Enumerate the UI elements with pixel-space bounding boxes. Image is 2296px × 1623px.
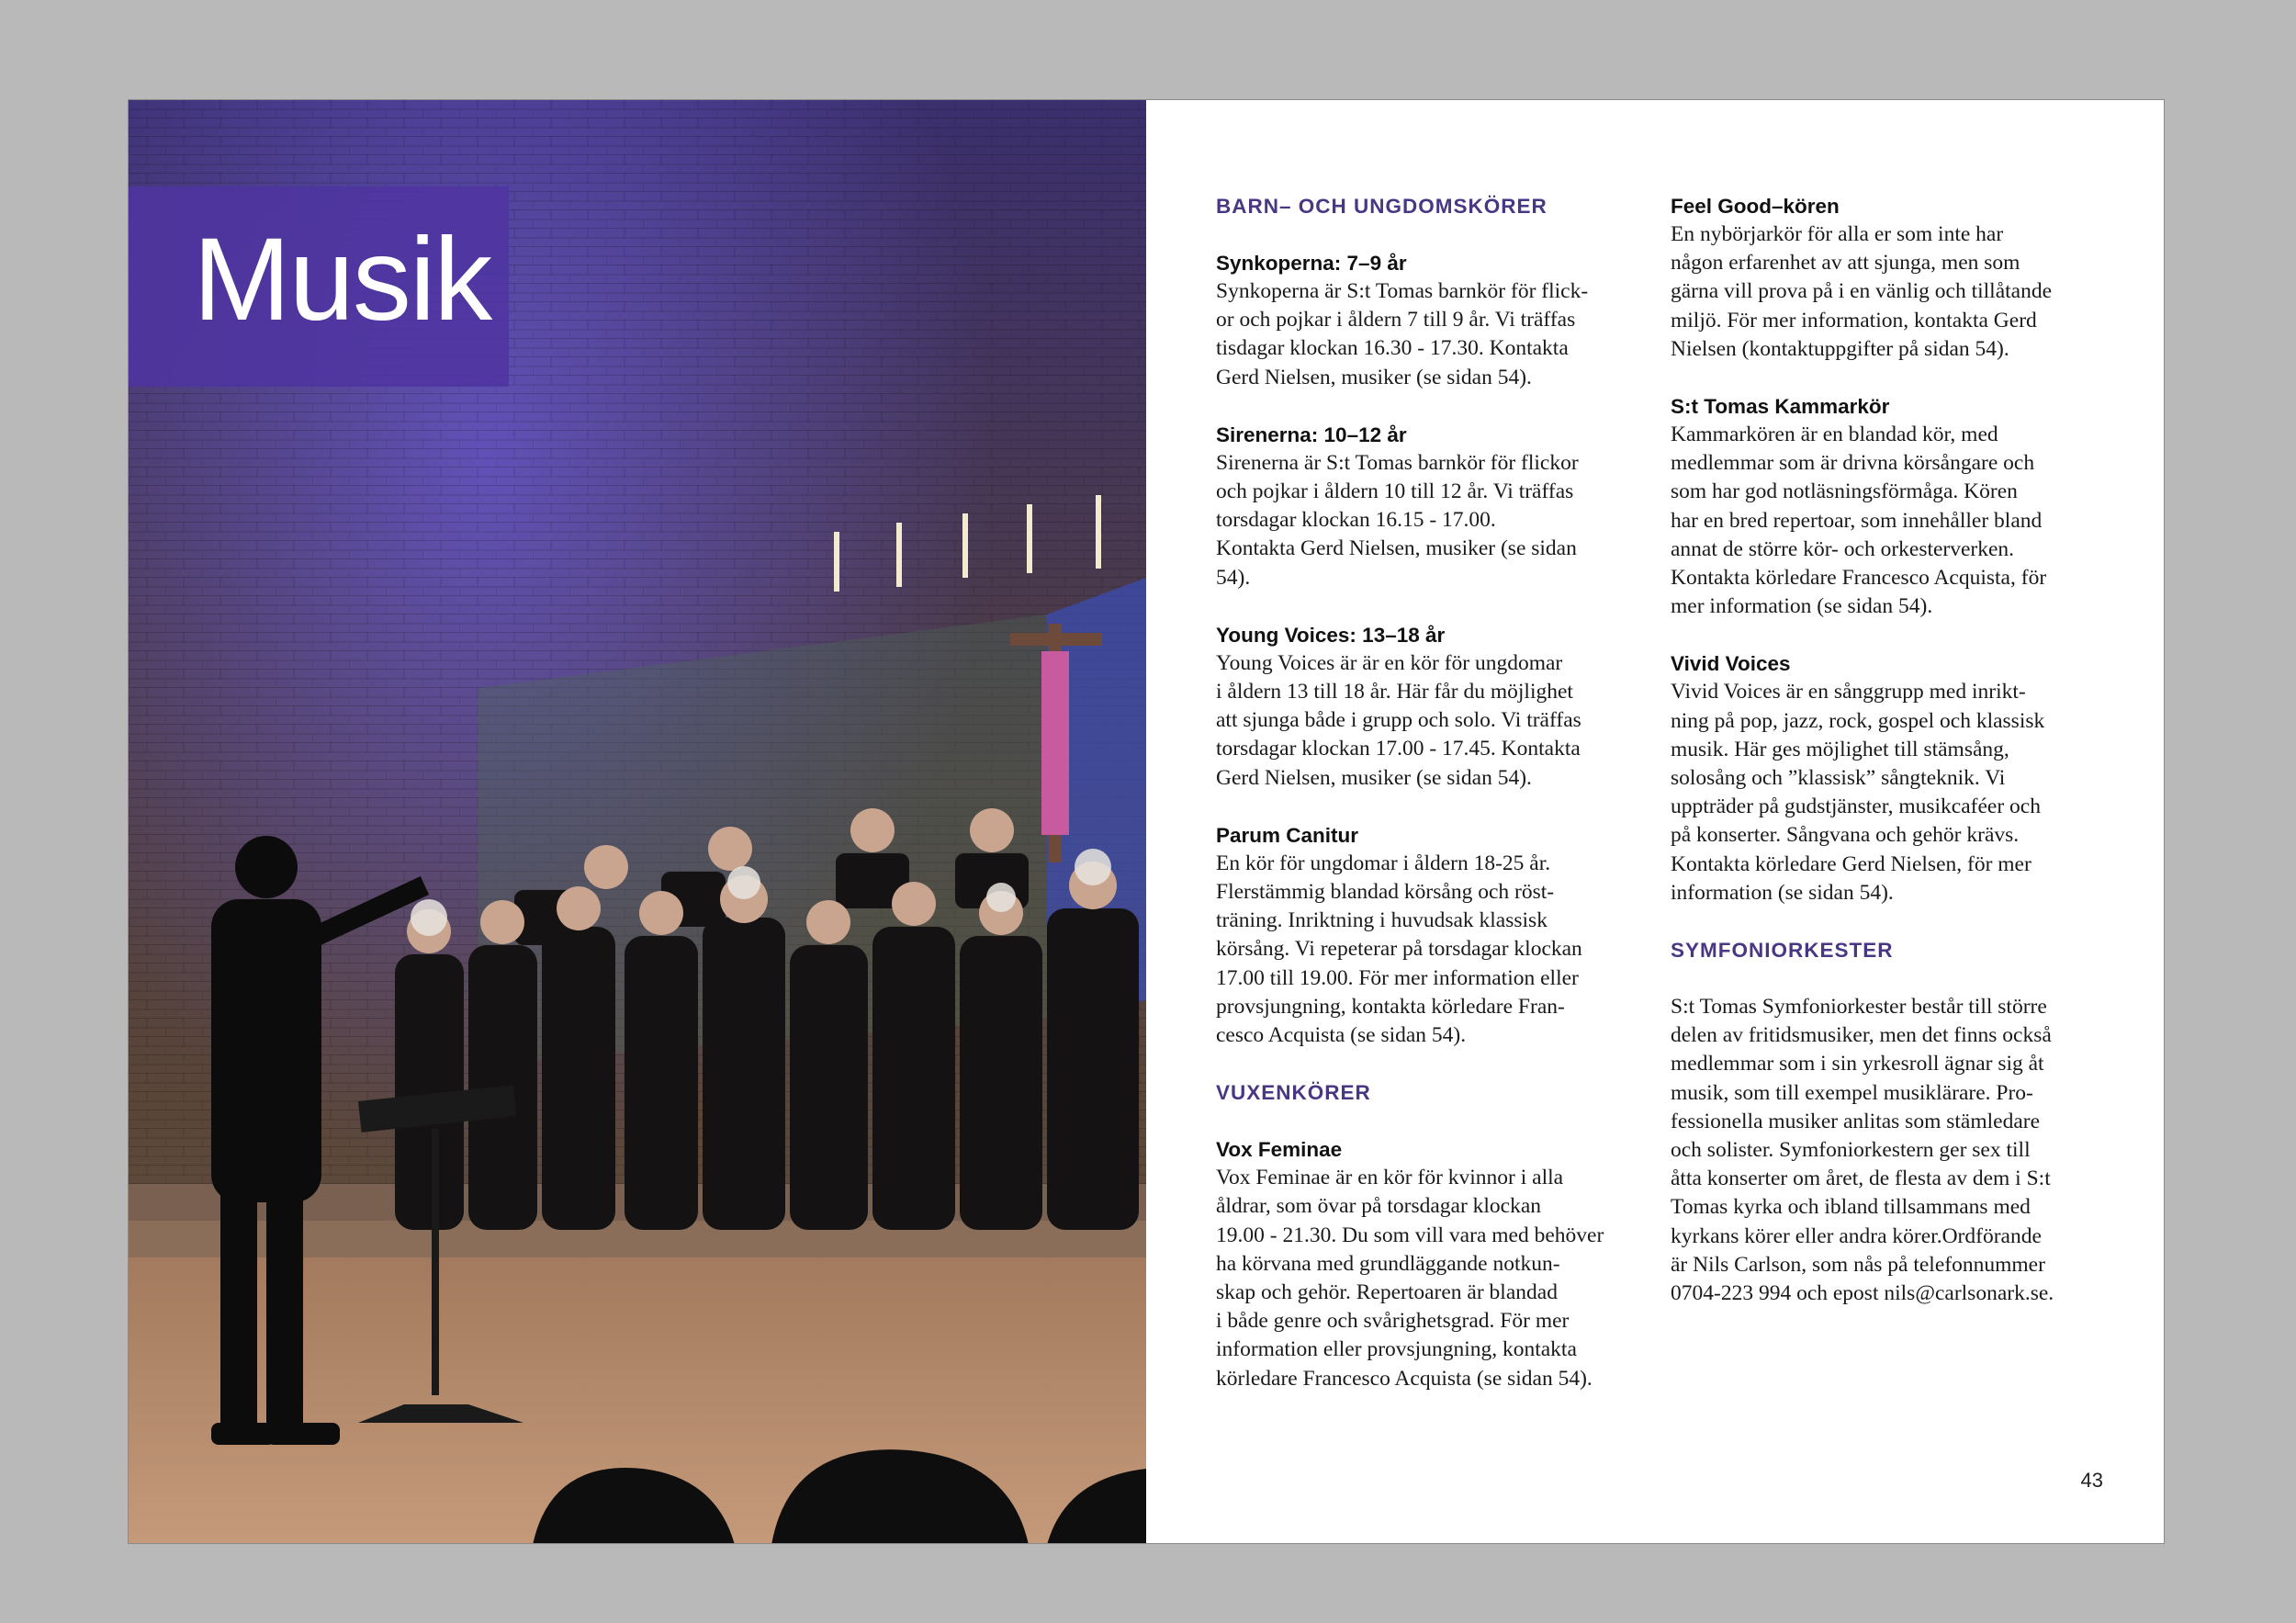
choir-description: Young Voices är är en kör för ungdomar i åldern 13 till 18 år. Här får du möjlighet att sjunga både i grupp och solo. Vi träffas torsdagar klockan 17.00 - 17.45. Kontakta Gerd Nielsen, musiker (se sidan 54).	[1216, 650, 1581, 790]
page-title: Musik	[193, 214, 491, 345]
choir-entry	[1216, 421, 1648, 592]
choir-entry	[1216, 621, 1648, 793]
choir-name: Parum Canitur	[1216, 823, 1359, 847]
choir-photo	[129, 100, 1146, 1543]
choir-entry	[1671, 649, 2093, 907]
choir-description: Synkoperna är S:t Tomas barnkör för flick- or och pojkar i åldern 7 till 9 år. Vi träffas tisdagar klockan 16.30 - 17.30. Kontakta Gerd Nielsen, musiker (se sidan 54).	[1216, 279, 1589, 389]
title-band	[129, 186, 509, 387]
choir-description: En kör för ungdomar i åldern 18-25 år. Flerstämmig blandad körsång och röst- träning. Inriktning i huvudsak klassisk körsång. Vi repeterar på torsdagar klockan 17.00 till 19.00. För mer information eller provsjungning, kontakta körledare Fran- cesco Acquista (se sidan 54).	[1216, 851, 1582, 1048]
choir-name: Vox Feminae	[1216, 1138, 1343, 1162]
section-heading: BARN– OCH UNGDOMSKÖRER	[1216, 195, 1548, 218]
brochure-spread	[128, 99, 2165, 1544]
choir-description: Kammarkören är en blandad kör, med medlemmar som är drivna körsångare och som har god notläsningsförmåga. Kören har en bred repertoar, som innehåller bland annat de större kör- och orkesterverken. Kontakta körledare Francesco Acquista, för mer information (se sidan 54).	[1671, 423, 2047, 619]
choir-name: Vivid Voices	[1671, 652, 1791, 676]
choir-entry	[1216, 821, 1648, 1050]
choir-name: Sirenerna: 10–12 år	[1216, 423, 1407, 446]
section-heading: SYMFONIORKESTER	[1671, 939, 1894, 963]
left-text-column	[1216, 192, 1648, 1422]
choir-entry	[1671, 993, 2093, 1308]
choir-description: Vivid Voices är en sånggrupp med inrikt- ning på pop, jazz, rock, gospel och klassisk musik. Här ges möjlighet till stämsång, solosång och ”klassisk” sångteknik. Vi uppträder på gudstjänster, musikcaféer och på konserter. Sångvana och gehör krävs. Kontakta körledare Gerd Nielsen, för mer information (se sidan 54).	[1671, 680, 2045, 905]
choir-entry	[1216, 249, 1648, 392]
choir-description: S:t Tomas Symfoniorkester består till större delen av fritidsmusiker, men det finns också medlemmar som i sin yrkesroll ägnar sig åt musik, som till exempel musiklärare. Pro- fessionella musiker anlitas som stämledare och solister. Symfoniorkestern ger sex till åtta konserter om året, de flesta av dem i S:t Tomas kyrka och ibland tillsammans med kyrkans körer eller andra körer.Ordförande är Nils Carlson, som nås på telefonnummer 0704-223 994 och epost nils@carlsonark.se.	[1671, 995, 2054, 1306]
choir-name: Synkoperna: 7–9 år	[1216, 252, 1407, 275]
choir-description: Sirenerna är S:t Tomas barnkör för flickor och pojkar i åldern 10 till 12 år. Vi träffas torsdagar klockan 16.15 - 17.00. Kontakta Gerd Nielsen, musiker (se sidan 54).	[1216, 450, 1579, 590]
choir-description: Vox Feminae är en kör för kvinnor i alla åldrar, som övar på torsdagar klockan 19.00 - 21.30. Du som vill vara med behöver ha körvana med grundläggande notkun- skap och gehör. Repertoaren är blandad i både genre och svårighetsgrad. För mer information eller provsjungning, kontakta körledare Francesco Acquista (se sidan 54).	[1216, 1166, 1604, 1391]
section-heading: VUXENKÖRER	[1216, 1081, 1371, 1105]
choir-description: En nybörjarkör för alla er som inte har någon erfarenhet av att sjunga, men som gärna vill prova på i en vänlig och tillåtande miljö. För mer information, kontakta Gerd Nielsen (kontaktuppgifter på sidan 54).	[1671, 222, 2053, 361]
choir-name: Young Voices: 13–18 år	[1216, 623, 1446, 647]
choir-entry	[1216, 1135, 1648, 1393]
choir-entry	[1671, 392, 2093, 621]
choir-name: S:t Tomas Kammarkör	[1671, 395, 1890, 419]
right-text-column	[1671, 192, 2093, 1336]
page-number: 43	[2080, 1469, 2103, 1492]
choir-entry	[1671, 192, 2093, 364]
choir-name: Feel Good–kören	[1671, 195, 1840, 218]
text-page	[1146, 100, 2164, 1543]
